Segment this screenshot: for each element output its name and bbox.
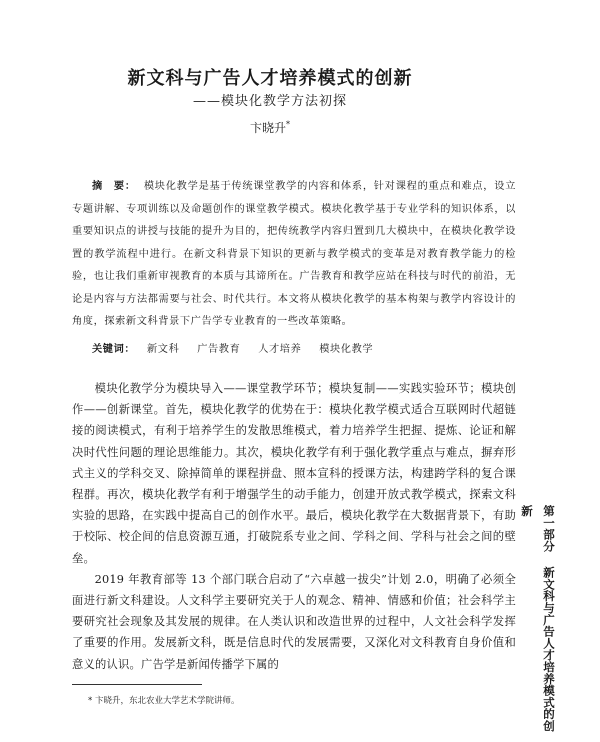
keyword-item: 人才培养 [258,344,302,355]
keyword-item: 新文科 [147,344,180,355]
author-name: 卞晓升 [249,121,286,135]
keyword-item: 广告教育 [197,344,241,355]
keywords [92,340,512,355]
abstract [72,176,516,334]
body-text [72,378,516,675]
paper-title: 新文科与广告人才培养模式的创新 [127,68,413,89]
footnote-mark: * [88,696,93,706]
footnote [88,694,508,706]
running-title: 新文科与广告人才培养模式的创新 [520,505,556,732]
abstract-label: 摘 要： [92,181,136,192]
footnote-divider [72,684,202,685]
abstract-text: 模块化教学是基于传统课堂教学的内容和体系，针对课程的重点和难点，设立专题讲解、专项训练以及命题创作的课堂教学模式。模块化教学基于专业学科的知识体系，以重要知识点的讲授与技能的提升为目的，把传统教学内容归置到几大模块中，在模块化教学设置的教学流程中进行。在新文科背景下知识的更新与教学模式的变革是对教育教学能力的检验，也让我们重新审视教育的本质与其谛所在。广告教育和教学应站在科技与时代的前沿，无论是内容与方法都需要与社会、时代共行。本文将从模块化教学的基本构架与教学内容设计的角度，探索新文科背景下广告学专业教育的一些改革策略。 [72,181,516,327]
author-footnote-mark: * [286,120,290,129]
running-header-sidebar [520,505,560,742]
section-label: 第一部分 [542,505,556,553]
paper-subtitle: ——模块化教学方法初探 [192,94,347,109]
keywords-label: 关键词： [92,344,136,355]
author-line [60,119,480,136]
body-paragraph: 2019 年教育部等 13 个部门联合启动了“六卓越一拔尖”计划 2.0，明确了必须全面进行新文科建设。人文科学主要研究关于人的观念、精神、情感和价值；社会科学主要研究社会现象及其发展的规律。在人类认识和改造世界的过程中，人文社会科学发挥了重要的作用。发展新文科，既是信息时代的发展需要，又深化对文科教育自身价值和意义的认识。广告学是新闻传播学下属的 [72,572,516,671]
keyword-item: 模块化教学 [319,344,374,355]
footnote-text: 卞晓升，东北农业大学艺术学院讲师。 [94,696,240,706]
body-paragraph: 模块化教学分为模块导入——课堂教学环节；模块复制——实践实验环节；模块创作——创新课堂。首先，模块化教学的优势在于：模块化教学模式适合互联网时代超链接的阅读模式，有利于培养学生的发散思维模式，着力培养学生把握、提炼、论证和解决时代性问题的理论思维能力。其次，模块化教学有利于强化教学重点与难点，摒弃形式主义的学科交叉、除掉简单的课程拼盘、照本宣科的授课方法，构建跨学科的复合课程群。再次，模块化教学有利于增强学生的动手能力，创建开放式教学模式，探索文科实验的思路，在实践中提高自己的创作水平。最后，模块化教学在大数据背景下，有助于校际、校企间的信息资源互通，打破院系专业之间、学科之间、学科与社会之间的壁垒。 [72,382,516,565]
